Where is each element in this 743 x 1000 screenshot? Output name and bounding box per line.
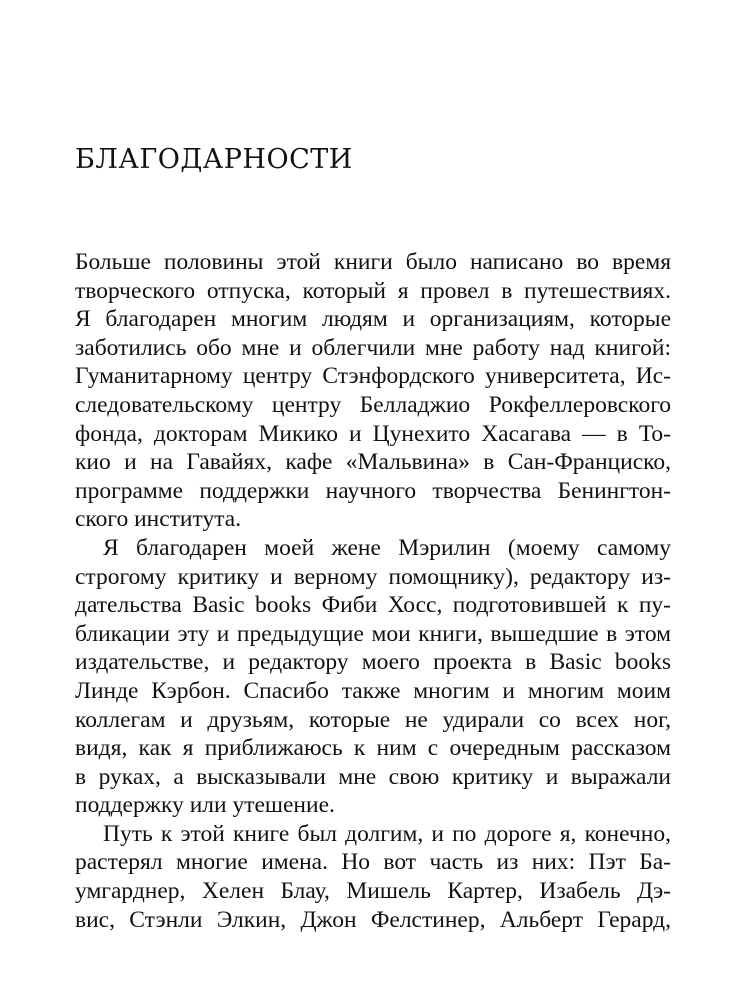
- text-line: поддержку или утешение.: [75, 792, 335, 819]
- body-text: [75, 248, 671, 934]
- paragraph: [75, 248, 671, 534]
- text-line: кио и на Гавайях, кафе «Мальвина» в Сан-Франциско,: [75, 449, 671, 476]
- chapter-heading: БЛАГОДАРНОСТИ: [75, 144, 353, 175]
- text-line: издательстве, и редактору моего проекта в Basic books: [75, 649, 671, 676]
- text-line: Гуманитарному центру Стэнфордского университета, Ис-: [75, 363, 671, 390]
- text-line: Путь к этой книге был долгим, и по дороге я, конечно,: [103, 820, 671, 847]
- text-line: строгому критику и верному помощнику), редактору из-: [75, 563, 671, 590]
- text-line: ского института.: [75, 506, 242, 533]
- text-line: умгарднер, Хелен Блау, Мишель Картер, Изабель Дэ-: [75, 878, 671, 905]
- text-line: дательства Basic books Фиби Хосс, подготовившей к пу-: [75, 592, 671, 619]
- paragraph: [75, 534, 671, 820]
- text-line: Я благодарен моей жене Мэрилин (моему самому: [103, 534, 671, 561]
- text-line: растерял многие имена. Но вот часть из них: Пэт Ба-: [75, 849, 671, 876]
- text-line: следовательскому центру Белладжио Рокфеллеровского: [75, 391, 671, 418]
- text-line: творческого отпуска, который я провел в путешествиях.: [75, 277, 671, 304]
- paragraph: [75, 820, 671, 934]
- text-line: Линде Кэрбон. Спасибо также многим и многим моим: [75, 677, 671, 704]
- text-line: заботились обо мне и облегчили мне работу над книгой:: [75, 334, 671, 361]
- text-line: программе поддержки научного творчества Бенингтон-: [75, 477, 671, 504]
- text-line: в руках, а высказывали мне свою критику и выражали: [75, 763, 671, 790]
- text-line: вис, Стэнли Элкин, Джон Фелстинер, Альберт Герард,: [75, 906, 671, 933]
- text-line: видя, как я приближаюсь к ним с очередным рассказом: [75, 735, 671, 762]
- text-line: бликации эту и предыдущие мои книги, вышедшие в этом: [75, 620, 671, 647]
- text-line: Больше половины этой книги было написано во время: [75, 249, 671, 275]
- text-line: коллегам и друзьям, которые не удирали со всех ног,: [75, 706, 671, 733]
- text-line: фонда, докторам Микико и Цунехито Хасагава — в То-: [75, 420, 671, 447]
- text-line: Я благодарен многим людям и организациям, которые: [75, 306, 671, 333]
